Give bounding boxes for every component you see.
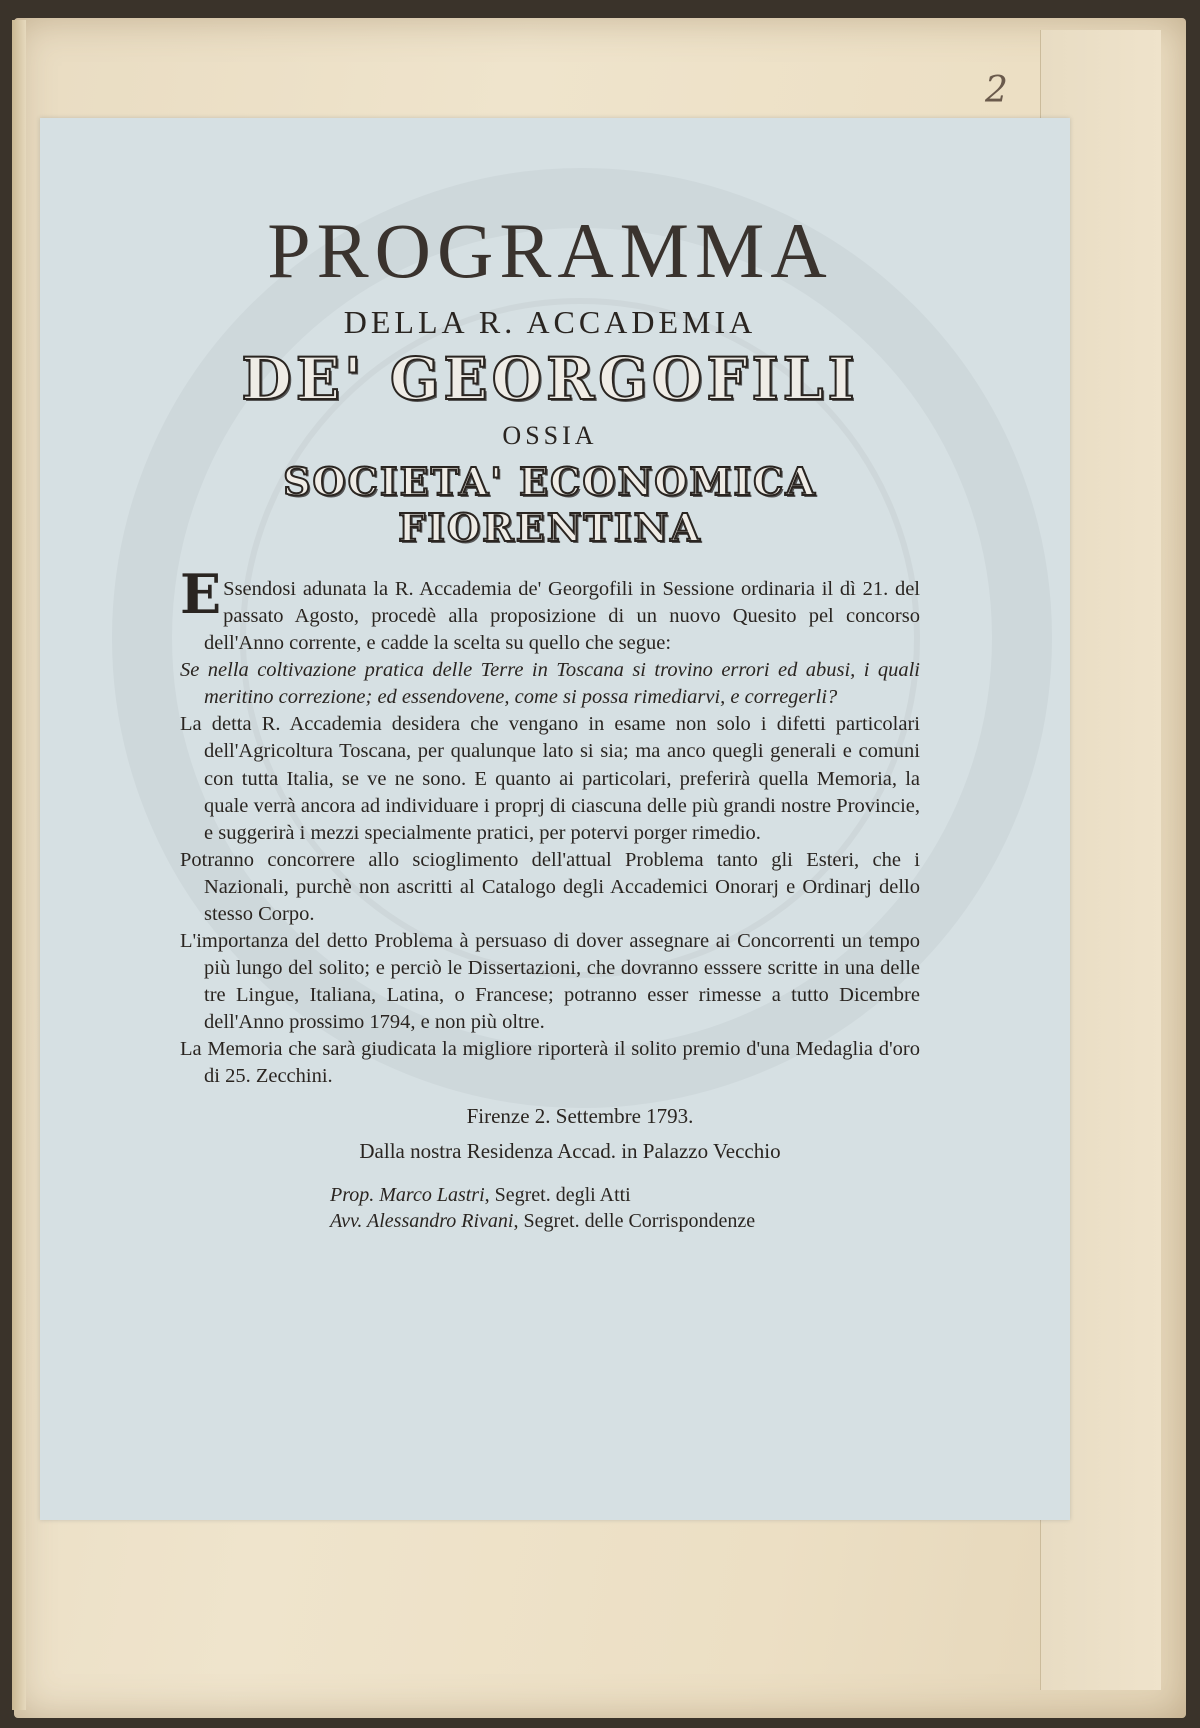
page-number: 2 bbox=[985, 70, 1008, 111]
residence-line: Dalla nostra Residenza Accad. in Palazzo Vecchio bbox=[359, 1139, 781, 1164]
signature-rivani-role: , Segret. delle Corrispondenze bbox=[513, 1210, 756, 1233]
signature-rivani bbox=[330, 1208, 920, 1234]
signature-lastri-name: Prop. Marco Lastri bbox=[330, 1184, 485, 1207]
programme-body bbox=[180, 562, 920, 1090]
signatures bbox=[180, 1182, 920, 1234]
paragraph-eligibility: Potranno concorrere allo scioglimento dell'attual Problema tanto gli Esteri, che i Nazionali, purchè non ascritti al Catalogo degli Accademici Onorarj e Ordinarj dello stesso Corpo. bbox=[180, 848, 920, 925]
paragraph-intro bbox=[180, 562, 920, 657]
subtitle-ossia: OSSIA bbox=[502, 421, 598, 450]
subtitle-fiorentina: FIORENTINA bbox=[398, 504, 702, 550]
subtitle-georgofili: DE' GEORGOFILI bbox=[241, 345, 859, 413]
paragraph-intro-text: Ssendosi adunata la R. Accademia de' Georgofili in Sessione ordinaria il dì 21. del passato Agosto, procedè alla proposizione di un nuovo Quesito pel concorso dell'Anno corrente, e cadde la scelta su quello che segue: bbox=[204, 578, 920, 655]
subtitle-academy: DELLA R. ACCADEMIA bbox=[343, 304, 757, 340]
dateline: Firenze 2. Settembre 1793. bbox=[466, 1104, 694, 1129]
signature-rivani-name: Avv. Alessandro Rivani bbox=[330, 1210, 514, 1233]
printed-programme-sheet bbox=[40, 118, 1070, 1520]
prize-question: Se nella coltivazione pratica delle Terre in Toscana si trovino errori ed abusi, i quali meritino correzione; ed essendovene, come si possa rimediarvi, e corregerli? bbox=[180, 659, 920, 709]
paragraph-deadline: L'importanza del detto Problema à persuaso di dover assegnare ai Concorrenti un tempo più lungo del solito; e perciò le Dissertazioni, che dovranno esssere scritte in una delle tre Lingue, Italiana, Latina, o Francese; potranno esser rimesse a tutto Dicembre dell'Anno prossimo 1794, e non più oltre. bbox=[180, 929, 920, 1033]
subtitle-societa: SOCIETA' ECONOMICA bbox=[283, 459, 817, 504]
paragraph-prize: La Memoria che sarà giudicata la migliore riporterà il solito premio d'una Medaglia d'oro di 25. Zecchini. bbox=[180, 1037, 920, 1088]
paper-fold-edge bbox=[12, 20, 26, 1710]
signature-lastri-role: , Segret. degli Atti bbox=[484, 1184, 631, 1207]
signature-lastri bbox=[330, 1182, 920, 1208]
page-title: PROGRAMMA bbox=[267, 207, 833, 294]
paragraph-scope: La detta R. Accademia desidera che vengano in esame non solo i difetti particolari dell'Agricoltura Toscana, per qualunque lato si sia; ma anco quegli generali e comuni con tutta Italia, se ve ne sono. E quanto ai particolari, preferirà quella Memoria, la quale verrà ancora ad individuare i proprj di ciascuna delle più grandi nostre Provincie, e suggerirà i mezzi specialmente pratici, per potervi porger rimedio. bbox=[180, 713, 920, 844]
drop-cap: E bbox=[180, 562, 222, 627]
programme-text bbox=[180, 206, 920, 1234]
